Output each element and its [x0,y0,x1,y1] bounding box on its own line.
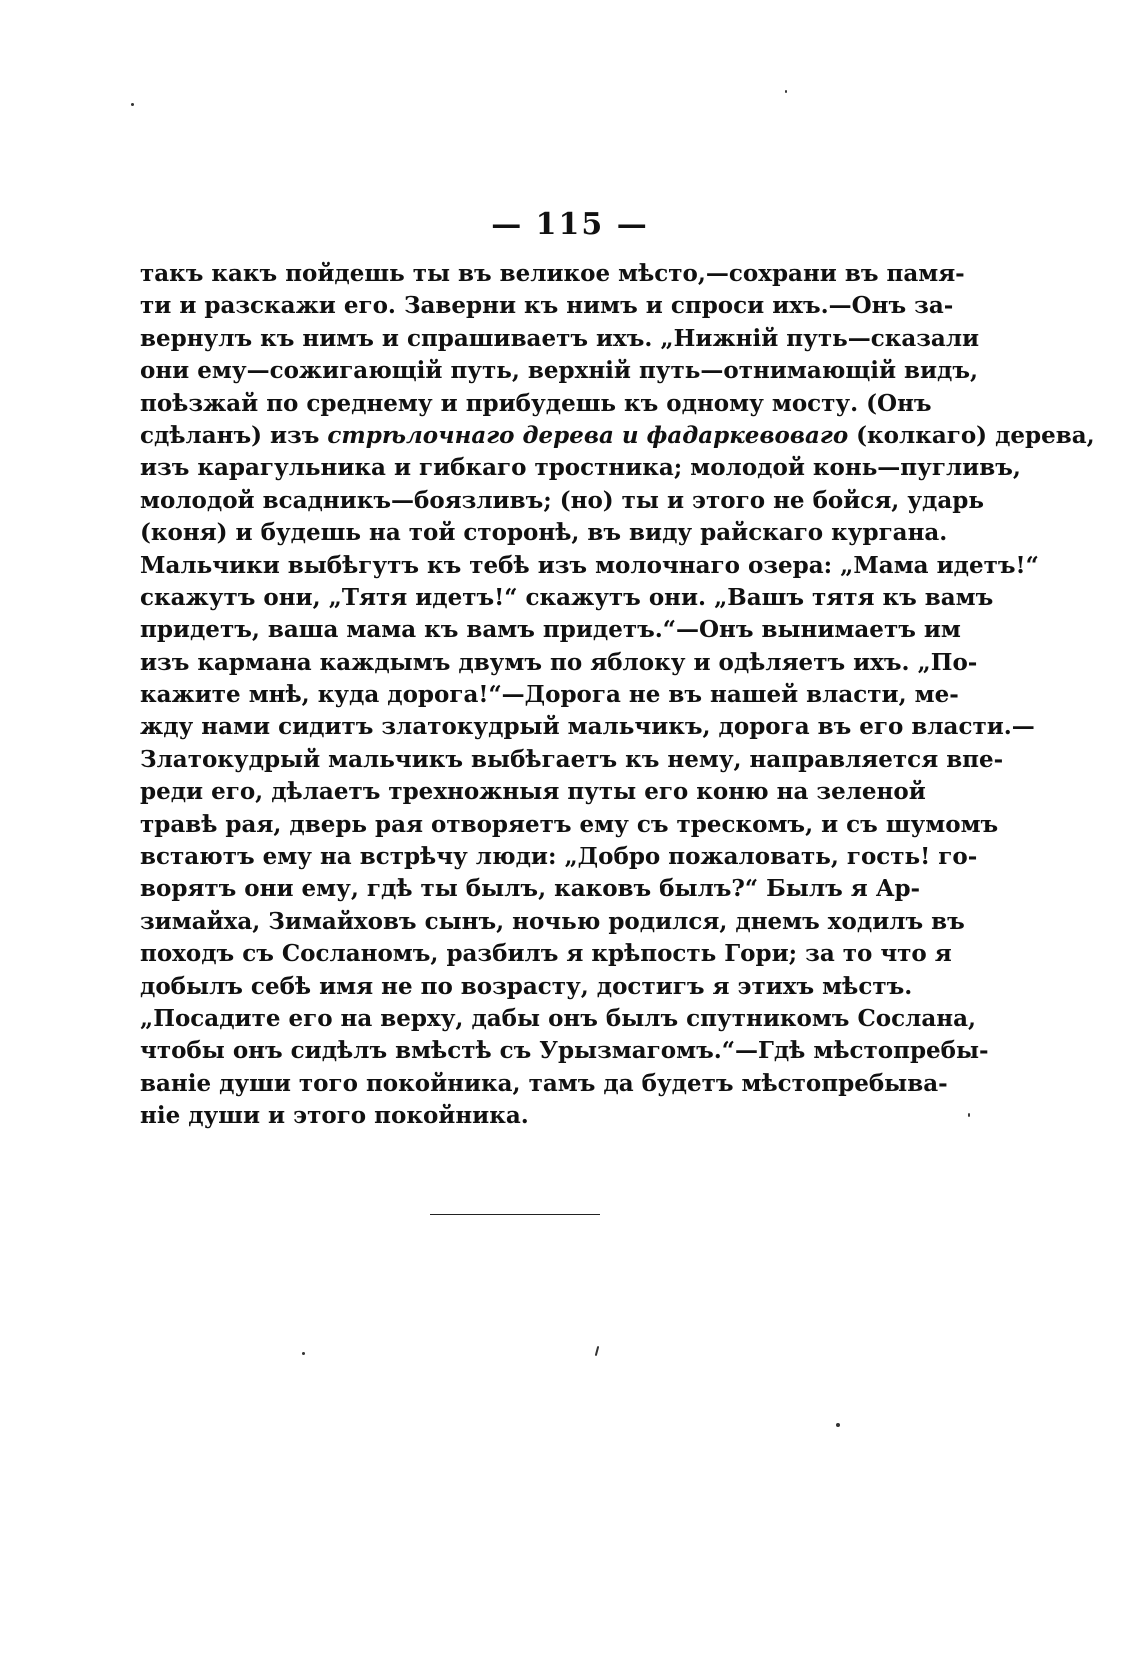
text-line: кажите мнѣ, куда дорога!“—Дорога не въ нашей власти, ме- [140,681,959,709]
text-line: поѣзжай по среднему и прибудешь къ одному мосту. (Онъ [140,389,932,417]
text-line: ворятъ они ему, гдѣ ты былъ, каковъ былъ?“ Былъ я Ар- [140,875,921,903]
text-line: придетъ, ваша мама къ вамъ придетъ.“—Онъ вынимаетъ им [140,616,961,644]
text-line: (коня) и будешь на той сторонѣ, въ виду райскаго кургана. [140,519,948,547]
text-segment: (колкаго) дерева, [848,421,1095,449]
text-line: такъ какъ пойдешь ты въ великое мѣсто,—сохрани въ памя- [140,260,965,287]
text-line: ніе души и этого покойника. [140,1102,529,1130]
italic-phrase: стрѣлочнаго дерева и фадаркевоваго [327,421,849,449]
text-line: ти и разскажи его. Заверни къ нимъ и спроси ихъ.—Онъ за- [140,292,954,320]
text-line: скажутъ они, „Тятя идетъ!“ скажутъ они. „Вашъ тятя къ вамъ [140,583,994,611]
text-line: чтобы онъ сидѣлъ вмѣстѣ съ Урызмагомъ.“—Гдѣ мѣстопребы- [140,1037,989,1065]
text-line: Мальчики выбѣгутъ къ тебѣ изъ молочнаго озера: „Мама идетъ!“ [140,551,1039,579]
text-line: они ему—сожигающій путь, верхній путь—отнимающій видъ, [140,357,979,385]
text-line: „Посадите его на верху, дабы онъ былъ спутникомъ Сослана, [140,1004,976,1032]
text-line: походъ съ Сосланомъ, разбилъ я крѣпость Гори; за то что я [140,940,952,968]
end-rule [430,1214,600,1215]
scan-speck [785,90,787,93]
scan-speck [131,103,134,106]
scan-speck [968,1113,970,1117]
text-line: встаютъ ему на встрѣчу люди: „Добро пожаловать, гость! го- [140,843,978,871]
text-segment: сдѣланъ) изъ [140,421,328,449]
text-line: ваніе души того покойника, тамъ да будетъ мѣстопребыва- [140,1069,948,1097]
scan-speck [302,1352,305,1355]
text-line: добылъ себѣ имя не по возрасту, достигъ я этихъ мѣстъ. [140,972,913,1000]
scan-speck [836,1423,840,1427]
page-number: — 115 — [491,207,649,242]
text-line: травѣ рая, дверь рая отворяетъ ему съ трескомъ, и съ шумомъ [140,810,999,838]
text-line: жду нами сидитъ златокудрый мальчикъ, дорога въ его власти.— [140,713,1035,741]
text-line: зимайха, Зимайховъ сынъ, ночью родился, днемъ ходилъ въ [140,907,965,935]
text-line: Златокудрый мальчикъ выбѣгаетъ къ нему, направляется впе- [140,745,1004,773]
text-line [140,420,1095,452]
text-line: молодой всадникъ—боязливъ; (но) ты и этого не бойся, ударь [140,486,984,514]
text-line: изъ карагульника и гибкаго тростника; молодой конь—пугливъ, [140,454,1021,482]
body-text [140,258,1095,1133]
text-line: вернулъ къ нимъ и спрашиваетъ ихъ. „Нижній путь—сказали [140,324,980,352]
text-line: изъ кармана каждымъ двумъ по яблоку и одѣляетъ ихъ. „По- [140,648,978,676]
text-line: реди его, дѣлаетъ трехножныя путы его коню на зеленой [140,778,926,806]
scan-speck [595,1346,600,1356]
